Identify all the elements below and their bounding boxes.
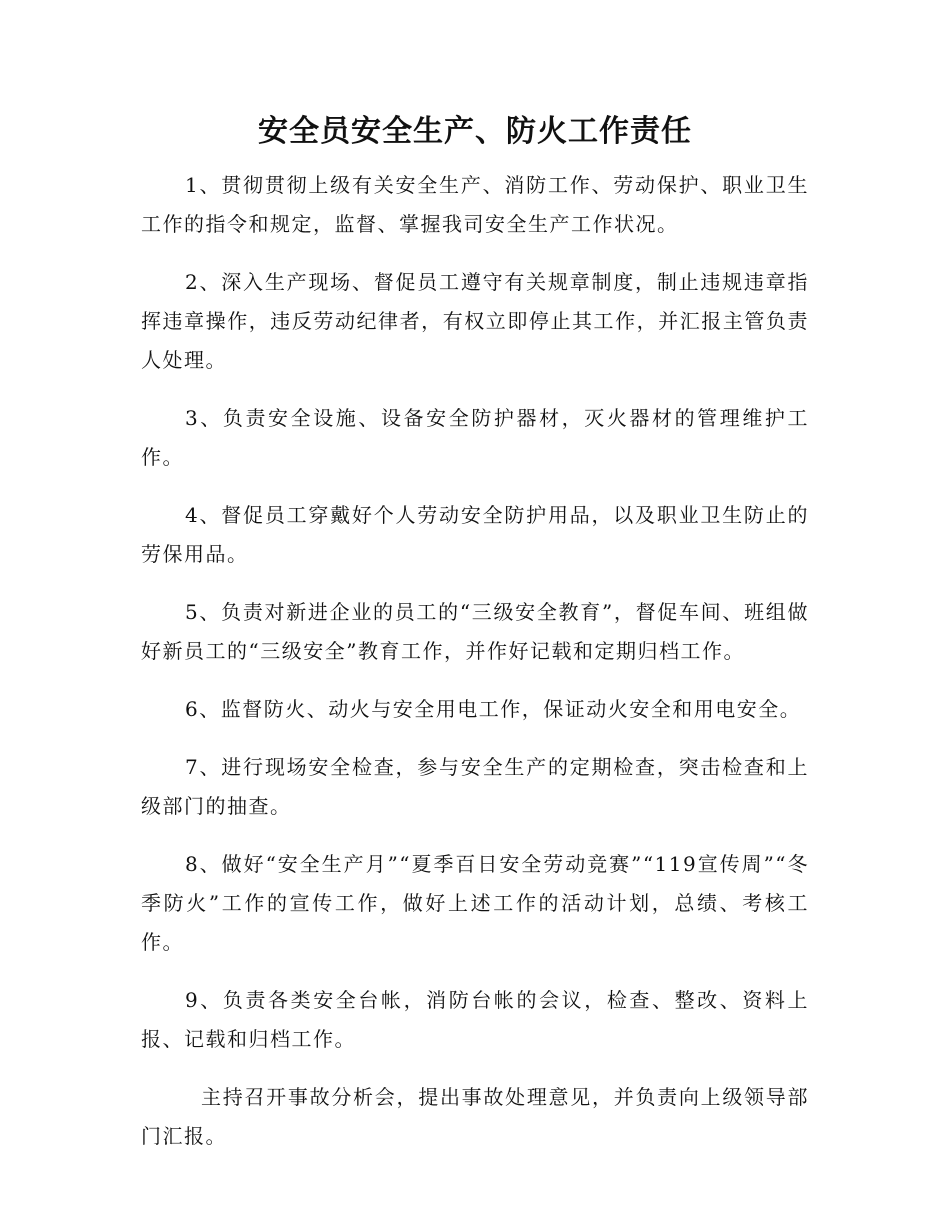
paragraph-10: 主持召开事故分析会，提出事故处理意见，并负责向上级领导部门汇报。 [141, 1085, 809, 1148]
document-title: 安全员安全生产、防火工作责任 [258, 114, 692, 149]
paragraph-6: 6、监督防火、动火与安全用电工作，保证动火安全和用电安全。 [185, 697, 802, 721]
paragraph-9: 9、负责各类安全台帐，消防台帐的会议，检查、整改、资料上报、记载和归档工作。 [141, 988, 809, 1051]
paragraph-3: 3、负责安全设施、设备安全防护器材，灭火器材的管理维护工作。 [141, 406, 809, 469]
paragraph-5: 5、负责对新进企业的员工的“三级安全教育”，督促车间、班组做好新员工的“三级安全”教育工作，并作好记载和定期归档工作。 [141, 600, 809, 663]
paragraph-7: 7、进行现场安全检查，参与安全生产的定期检查，突击检查和上级部门的抽查。 [141, 755, 809, 818]
paragraph-1: 1、贯彻贯彻上级有关安全生产、消防工作、劳动保护、职业卫生工作的指令和规定，监督、掌握我司安全生产工作状况。 [141, 173, 809, 236]
paragraph-4: 4、督促员工穿戴好个人劳动安全防护用品，以及职业卫生防止的劳保用品。 [141, 503, 809, 566]
document-body [141, 166, 809, 1175]
paragraph-2: 2、深入生产现场、督促员工遵守有关规章制度，制止违规违章指挥违章操作，违反劳动纪律者，有权立即停止其工作，并汇报主管负责人处理。 [141, 270, 809, 372]
paragraph-8: 8、做好“安全生产月”“夏季百日安全劳动竞赛”“119宣传周”“冬季防火”工作的宣传工作，做好上述工作的活动计划，总绩、考核工作。 [141, 852, 809, 954]
